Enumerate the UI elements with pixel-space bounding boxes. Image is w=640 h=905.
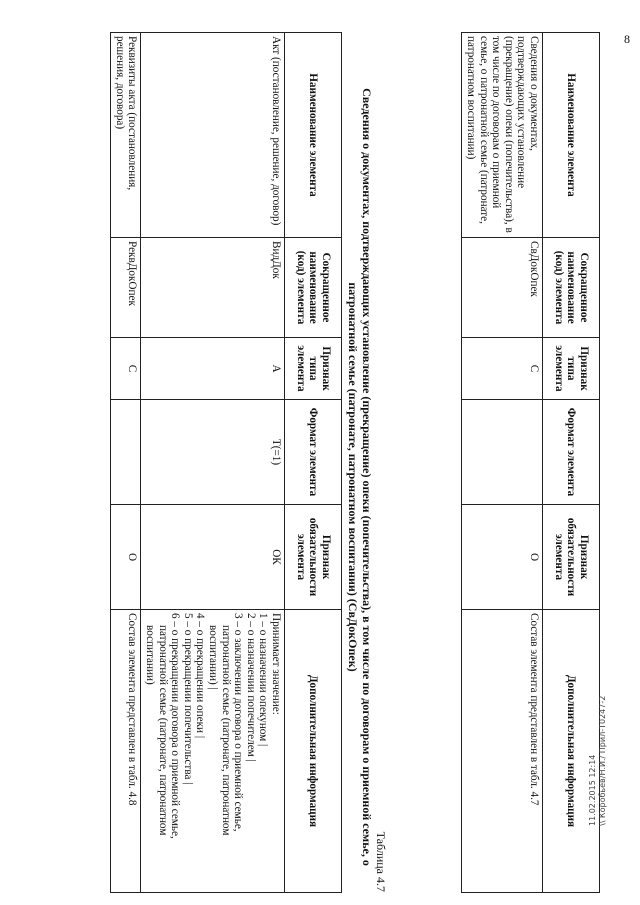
header-element-name: Наименование элемента [285, 33, 342, 238]
table-parent-element [461, 32, 600, 893]
header-code: Сокращенное наименование (код) элемента [285, 238, 342, 338]
cell-format [462, 400, 543, 505]
info-line: 6 – о прекращении договора о приемной семье, патронатной семье (патронате, патронатном воспитании) [144, 613, 182, 839]
info-line: 2 – о назначении попечителем | [244, 613, 257, 762]
cell-type: С [111, 338, 141, 400]
cell-required: О [111, 505, 141, 610]
info-line: 3 – о заключении договора о приемной семье, патронатной семье (патронате, патронатном воспитании) | [207, 613, 245, 836]
table-document-info [110, 32, 342, 893]
header-element-name: Наименование элемента [543, 33, 600, 238]
info-line: 1 – о назначении опекуном | [257, 613, 270, 747]
header-code: Сокращенное наименование (код) элемента [543, 238, 600, 338]
cell-code: ВидДок [141, 238, 285, 338]
cell-code: СвДокОпек [462, 238, 543, 338]
stamp-path: \\ Коробьев/Н.И./ Прил-Т0247-2 [598, 695, 607, 826]
cell-required: О [462, 505, 543, 610]
cell-code: РеквДокОпек [111, 238, 141, 338]
info-line: 4 – о прекращении опеки | [194, 613, 207, 739]
page-number: 8 [624, 32, 630, 46]
cell-info: Состав элемента представлен в табл. 4.7 [462, 610, 543, 893]
header-format: Формат элемента [543, 400, 600, 505]
cell-element-name: Сведения о документах, подтверждающих установление (прекращение) опеки (попечительства), в том числе по договорам о приемной семье, о патронатной семье (патронате, патронатном воспитании) [462, 33, 543, 238]
cell-info [141, 610, 285, 893]
header-format: Формат элемента [285, 400, 342, 505]
cell-format: Т(=1) [141, 400, 285, 505]
cell-element-name: Акт (постановление, решение, договор) [141, 33, 285, 238]
cell-type: А [141, 338, 285, 400]
table-caption-title: Сведения о документах, подтверждающих установление (прекращение) опеки (попечительства), в том числе по договорам о приемной семье, о патронатной семье (патронате, патронатном воспитании) (СвДокОпек) [346, 88, 374, 866]
table-header-row [285, 33, 342, 893]
cell-type: С [462, 338, 543, 400]
cell-element-name: Реквизиты акта (постановления, решения, договора) [111, 33, 141, 238]
header-required: Признак обязательности элемента [543, 505, 600, 610]
table-caption-label: Таблица 4.7 [374, 831, 388, 892]
header-required: Признак обязательности элемента [285, 505, 342, 610]
header-info: Дополнительная информация [285, 610, 342, 893]
cell-required: ОК [141, 505, 285, 610]
info-line: 5 – о прекращении попечительства | [181, 613, 194, 785]
header-type: Признак типа элемента [543, 338, 600, 400]
table-row [111, 33, 141, 893]
file-stamp [586, 695, 616, 826]
info-line: Принимает значение: [270, 613, 282, 715]
table-row [141, 33, 285, 893]
rotated-page-content [80, 32, 600, 892]
header-info: Дополнительная информация [543, 610, 600, 893]
stamp-date: 11.02.2015 12:14 [588, 754, 597, 826]
table-row [462, 33, 543, 893]
cell-info: Состав элемента представлен в табл. 4.8 [111, 610, 141, 893]
cell-format [111, 400, 141, 505]
header-type: Признак типа элемента [285, 338, 342, 400]
